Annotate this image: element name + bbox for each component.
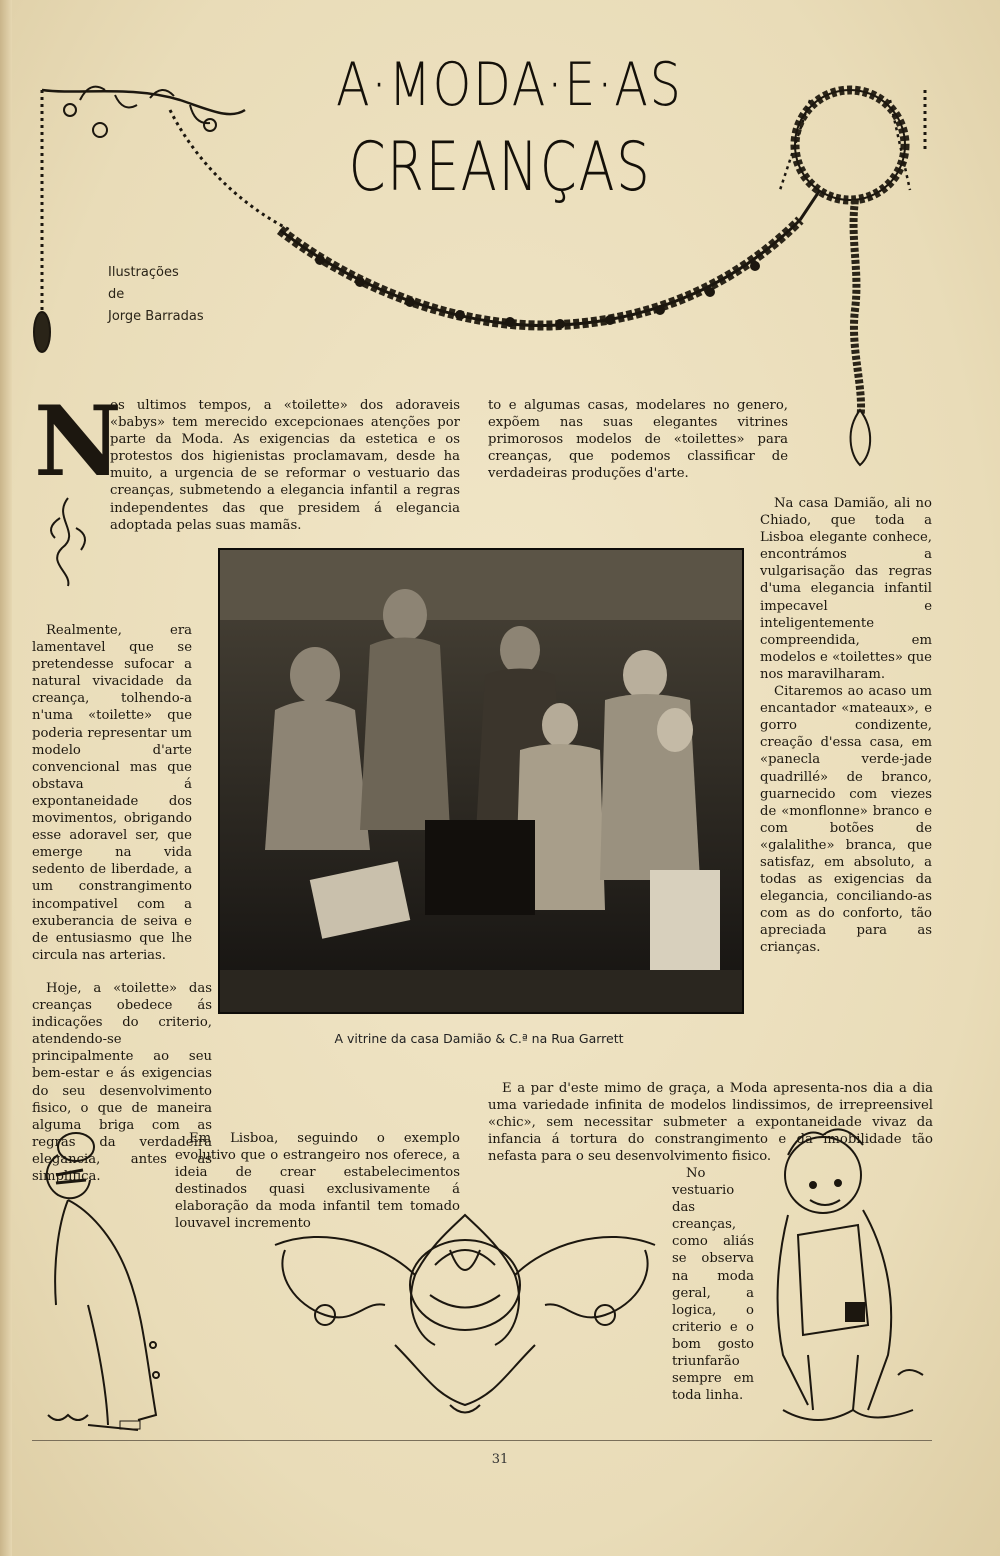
- article-paragraph: Citaremos ao acaso um encantador «mateaux», e gorro condizente, creação d'essa casa, em «panecla verde-jade quadrillé» de branco, guarnecido com viezes de «monflonne» branco e com botões de «galalithe» branca, que satisfaz, em absoluto, a todas as exigencias da elegancia, conciliando-as com as do conforto, tão apreciada para as crianças.: [760, 684, 932, 956]
- shop-window-photo: [218, 548, 744, 1014]
- photo-caption: A vitrine da casa Damião & C.ª na Rua Garrett: [334, 1031, 624, 1046]
- child-in-coat-illustration: [28, 1125, 178, 1445]
- drop-cap-letter: N: [34, 385, 122, 498]
- credits-line: de: [108, 287, 125, 302]
- article-column-right: [488, 397, 788, 482]
- credits-line: Jorge Barradas: [108, 309, 204, 324]
- article-paragraph: E a par d'este mimo de graça, a Moda apresenta-nos dia a dia uma variedade infinita de modelos lindissimos, de irrepreensivel «chic», sem necessitar submeter a expontaneidade vivaz da infancia á tortura do constrangimento e da imobilidade tão nefasta para o seu desenvolvimento fisico.: [488, 1081, 933, 1165]
- article-paragraph: Hoje, a «toilette» das creanças obedece ás indicações do criterio, atendendo-se principalmente ao seu bem-estar e ás exigencias do seu desenvolvimento fisico, o que de maneira alguma briga com as regras da verdadeira elegancia, antes as simplifica.: [32, 981, 212, 1185]
- article-paragraph: Realmente, era lamentavel que se pretendesse sufocar a natural vivacidade da creança, tolhendo-a n'uma «toilette» que poderia representar um modelo d'arte convencional mas que obstava á expontaneidade dos movimentos, obrigando esse adoravel ser, que emerge na vida sedento de liberdade, a um constrangimento incompativel com a exuberancia de seiva e de entusiasmo que lhe circula nas arterias.: [32, 623, 192, 963]
- article-paragraph: to e algumas casas, modelares no genero, expõem nas suas elegantes vitrines primorosos modelos de «toilettes» para creanças, que podemos classificar de verdadeiras produções d'arte.: [488, 398, 788, 482]
- article-paragraph: os ultimos tempos, a «toilette» dos adoraveis «babys» tem merecido excepcionaes atenções por parte da Moda. As exigencias da estetica e os protestos dos higienistas proclamavam, desde ha muito, a urgencia de se reformar o vestuario das creanças, submetendo a elegancia infantil a regras independentes das que presidem á elegancia adoptada pelas suas mamãs.: [110, 398, 460, 533]
- credits-line: Ilustrações: [108, 265, 179, 280]
- floral-ornament: [265, 1205, 665, 1420]
- article-column-left-lower: [32, 622, 192, 964]
- page-binding-edge: [0, 0, 12, 1556]
- article-paragraph: No vestuario das creanças, como aliás se observa na moda geral, a logica, o criterio e o bom gosto triunfarão sempre em toda linha.: [672, 1166, 754, 1404]
- bottom-divider: [32, 1440, 932, 1441]
- article-column-right-end: [672, 1165, 754, 1404]
- mannequins-photo-image: [220, 550, 742, 1012]
- article-column-right-lower: [760, 495, 932, 957]
- article-paragraph: Na casa Damião, ali no Chiado, que toda a Lisboa elegante conhece, encontrámos a vulgarisação das regras d'uma elegancia infantil impecavel e inteligentemente compreendida, em modelos e «toilettes» que nos maravilharam.: [760, 496, 932, 682]
- article-title-line-1: A·MODA·E·AS: [336, 50, 683, 120]
- article-column-left: [110, 397, 460, 534]
- article-title-line-2: CREANÇAS: [348, 128, 652, 207]
- page-number: 31: [491, 1452, 509, 1467]
- illustration-credits: [108, 262, 204, 328]
- article-paragraph: Em Lisboa, seguindo o exemplo evolutivo que o estrangeiro nos oferece, a ideia de crear estabelecimentos destinados quasi exclusivamente á elaboração da moda infantil tem tomado louvavel incremento: [175, 1131, 460, 1232]
- boy-in-overalls-illustration: [768, 1125, 938, 1440]
- drop-cap: [32, 385, 122, 588]
